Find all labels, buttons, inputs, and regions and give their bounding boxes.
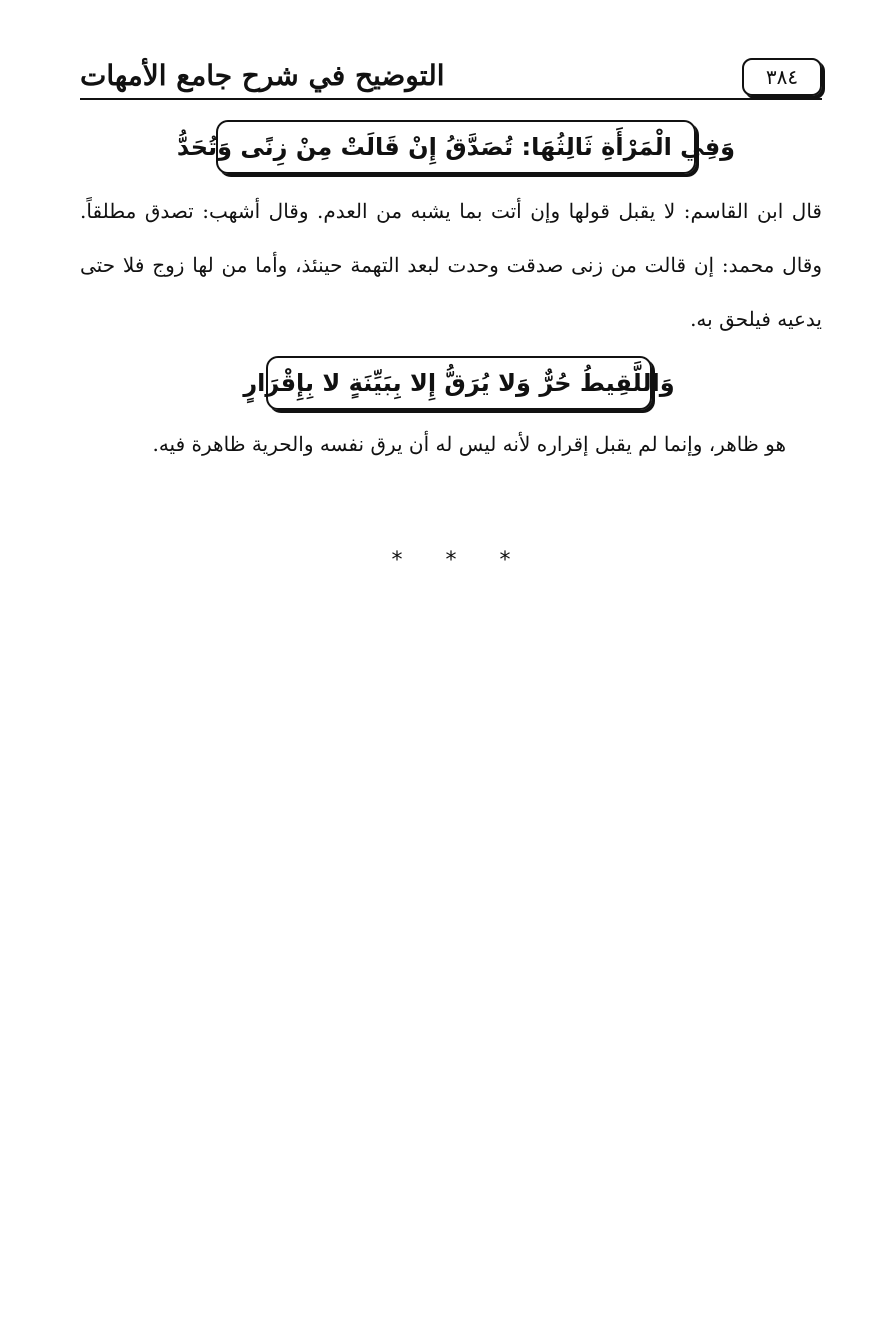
running-title: التوضيح في شرح جامع الأمهات bbox=[80, 59, 445, 92]
page-number: ٣٨٤ bbox=[742, 58, 822, 96]
section-separator: * * * bbox=[391, 548, 529, 573]
section-heading-1: وَفِي الْمَرْأَةِ ثَالِثُهَا: تُصَدَّقُ إِنْ قَالَتْ مِنْ زِنًى وَتُحَدُّ bbox=[216, 120, 696, 174]
page-header bbox=[80, 50, 822, 102]
header-divider bbox=[80, 98, 822, 100]
section-body-1: قال ابن القاسم: لا يقبل قولها وإن أتت بما يشبه من العدم. وقال أشهب: تصدق مطلقاً. وقال محمد: إن قالت من زنى صدقت وحدت لبعد التهمة حينئذ، وأما من لها زوج فلا حتى يدعيه فيلحق به. bbox=[80, 199, 822, 331]
section-body-2: هو ظاهر، وإنما لم يقبل إقراره لأنه ليس له أن يرق نفسه والحرية ظاهرة فيه. bbox=[152, 432, 786, 456]
section-heading-2: وَاللَّقِيطُ حُرٌّ وَلا يُرَقُّ إِلا بِبَيِّنَةٍ لا بِإِقْرَارٍ bbox=[266, 356, 652, 410]
